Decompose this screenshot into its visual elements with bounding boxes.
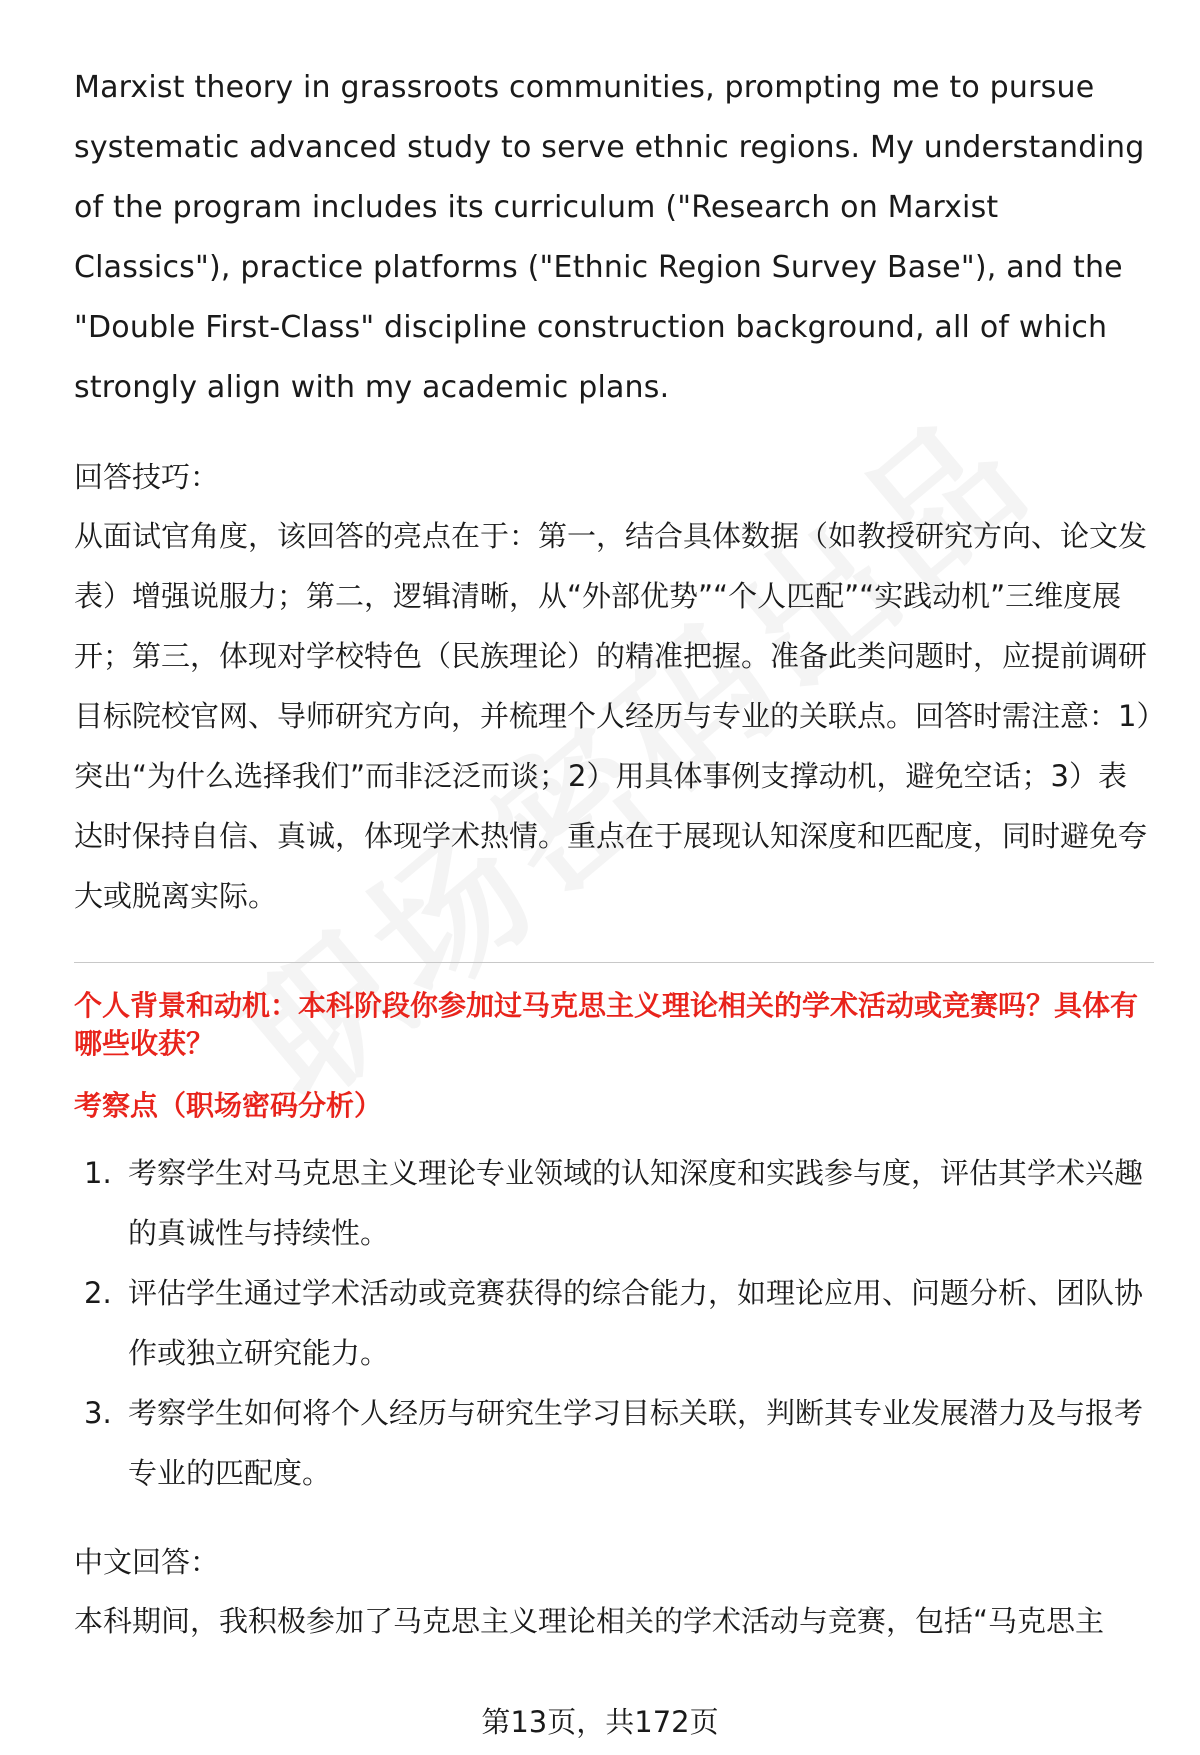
list-item-text: 考察学生如何将个人经历与研究生学习目标关联，判断其专业发展潜力及与报考专业的匹配度。	[128, 1396, 1144, 1490]
list-item-number: 3.	[84, 1396, 112, 1430]
tips-label: 回答技巧：	[74, 460, 220, 494]
assessment-points	[74, 1143, 1154, 1503]
section-divider	[74, 962, 1154, 963]
list-item	[74, 1143, 1154, 1263]
list-item-number: 2.	[84, 1276, 112, 1310]
list-item-text: 考察学生对马克思主义理论专业领域的认知深度和实践参与度，评估其学术兴趣的真诚性与持续性。	[128, 1156, 1144, 1250]
question-title: 个人背景和动机：本科阶段你参加过马克思主义理论相关的学术活动或竞赛吗？具体有哪些收获？	[74, 989, 1139, 1060]
list-item-text: 评估学生通过学术活动或竞赛获得的综合能力，如理论应用、问题分析、团队协作或独立研究能力。	[128, 1276, 1144, 1370]
tips-text: 从面试官角度，该回答的亮点在于：第一，结合具体数据（如教授研究方向、论文发表）增强说服力；第二，逻辑清晰，从“外部优势”“个人匹配”“实践动机”三维度展开；第三，体现对学校特色（民族理论）的精准把握。准备此类问题时，应提前调研目标院校官网、导师研究方向，并梳理个人经历与专业的关联点。回答时需注意：1）突出“为什么选择我们”而非泛泛而谈；2）用具体事例支撑动机，避免空话；3）表达时保持自信、真诚，体现学术热情。重点在于展现认知深度和匹配度，同时避免夸大或脱离实际。	[74, 519, 1151, 913]
answer-text: 本科期间，我积极参加了马克思主义理论相关的学术活动与竞赛，包括“马克思主	[74, 1604, 1105, 1638]
intro-paragraph: Marxist theory in grassroots communities, prompting me to pursue systematic advanced study to serve ethnic regions. My understanding of the program includes its curriculum ("Research on Marxist Classics"), practice platforms ("Ethnic Region Survey Base"), and the "Double First-Class" discipline construction background, all of which strongly align with my academic plans.	[74, 70, 1145, 405]
list-item	[74, 1383, 1154, 1503]
list-item-number: 1.	[84, 1156, 112, 1190]
list-item	[74, 1263, 1154, 1383]
page-content	[74, 58, 1154, 1651]
assessment-subhead: 考察点（职场密码分析）	[74, 1089, 383, 1122]
answer-label: 中文回答：	[74, 1545, 220, 1579]
page-number: 第13页，共172页	[481, 1705, 719, 1739]
